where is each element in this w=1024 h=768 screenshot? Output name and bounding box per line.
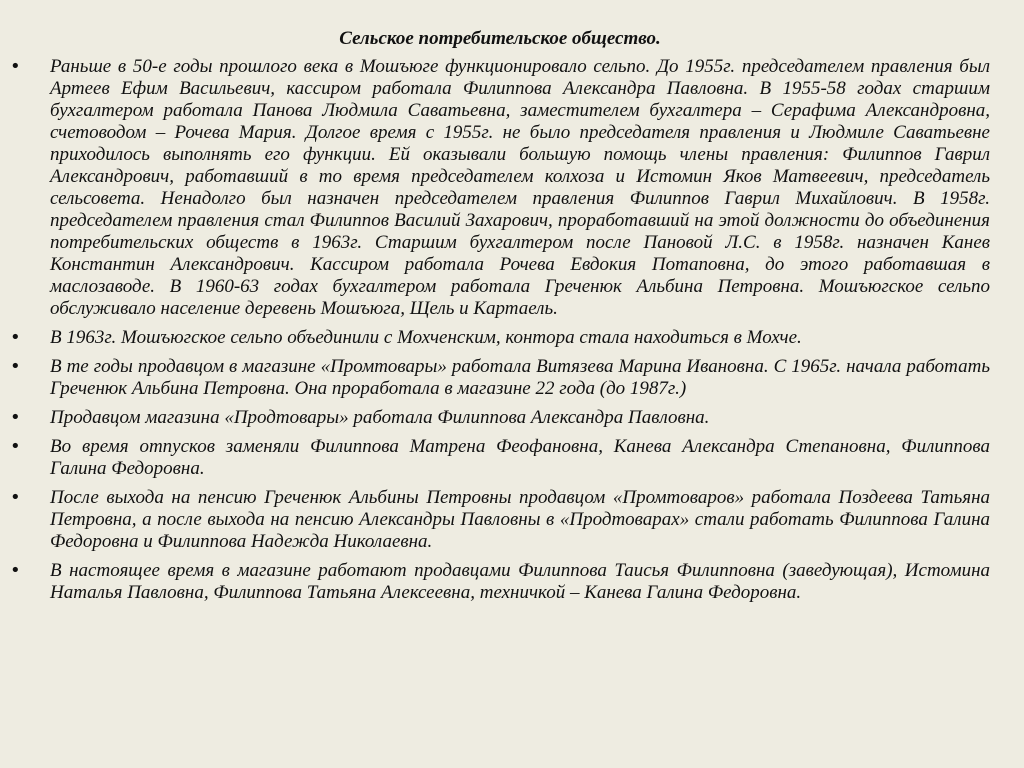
slide-title: Сельское потребительское общество. [339,28,661,49]
bullet-icon: • [10,56,21,77]
bullet-text: Продавцом магазина «Продтовары» работала Филиппова Александра Павловна. [50,407,710,428]
bullet-item [10,56,990,320]
bullet-icon: • [10,487,21,508]
bullet-item [10,327,990,349]
bullet-text: Во время отпусков заменяли Филиппова Матрена Феофановна, Канева Александра Степановна, Филиппова Галина Федоровна. [50,436,990,479]
bullet-item [10,436,990,480]
bullet-icon: • [10,356,21,377]
bullet-item [10,407,990,429]
bullet-item [10,356,990,400]
bullet-text: Раньше в 50-е годы прошлого века в Мошъюге функционировало сельпо. До 1955г. председателем правления был Артеев Ефим Васильевич, кассиром работала Филиппова Александра Павловна. В 1955-58 годах старшим бухгалтером работала Панова Людмила Саватьевна, заместителем бухгалтера – Серафима Александровна, счетоводом – Рочева Мария. Долгое время с 1955г. не было председателя правления и Людмиле Саватьевне приходилось выполнять его функции. Ей оказывали большую помощь члены правления: Филиппов Гаврил Александрович, работавший в то время председателем колхоза и Истомин Яков Матвеевич, председатель сельсовета. Ненадолго был назначен председателем правления Филиппов Гаврил Михайлович. В 1958г. председателем правления стал Филиппов Василий Захарович, проработавший на этой должности до объединения потребительских обществ в 1963г. Старшим бухгалтером после Пановой Л.С. в 1958г. назначен Канев Константин Александрович. Кассиром работала Рочева Евдокия Потаповна, до этого работавшая в маслозаводе. В 1960-63 годах бухгалтером работала Греченюк Альбина Петровна. Мошъюгское сельпо обслуживало население деревень Мошъюга, Щель и Картаель. [50,56,990,319]
bullet-icon: • [10,560,21,581]
bullet-item [10,487,990,553]
bullet-text: В те годы продавцом в магазине «Промтовары» работала Витязева Марина Ивановна. С 1965г. начала работать Греченюк Альбина Петровна. Она проработала в магазине 22 года (до 1987г.) [50,356,990,399]
bullet-item [10,560,990,604]
bullet-list [10,56,990,611]
bullet-icon: • [10,407,21,428]
bullet-icon: • [10,436,21,457]
bullet-icon: • [10,327,21,348]
bullet-text: В 1963г. Мошъюгское сельпо объединили с Мохченским, контора стала находиться в Мохче. [50,327,802,348]
bullet-text: После выхода на пенсию Греченюк Альбины Петровны продавцом «Промтоваров» работала Поздеева Татьяна Петровна, а после выхода на пенсию Александры Павловны в «Продтоварах» стали работать Филиппова Галина Федоровна и Филиппова Надежда Николаевна. [50,487,990,552]
bullet-text: В настоящее время в магазине работают продавцами Филиппова Таисья Филипповна (заведующая), Истомина Наталья Павловна, Филиппова Татьяна Алексеевна, техничкой – Канева Галина Федоровна. [50,560,990,603]
